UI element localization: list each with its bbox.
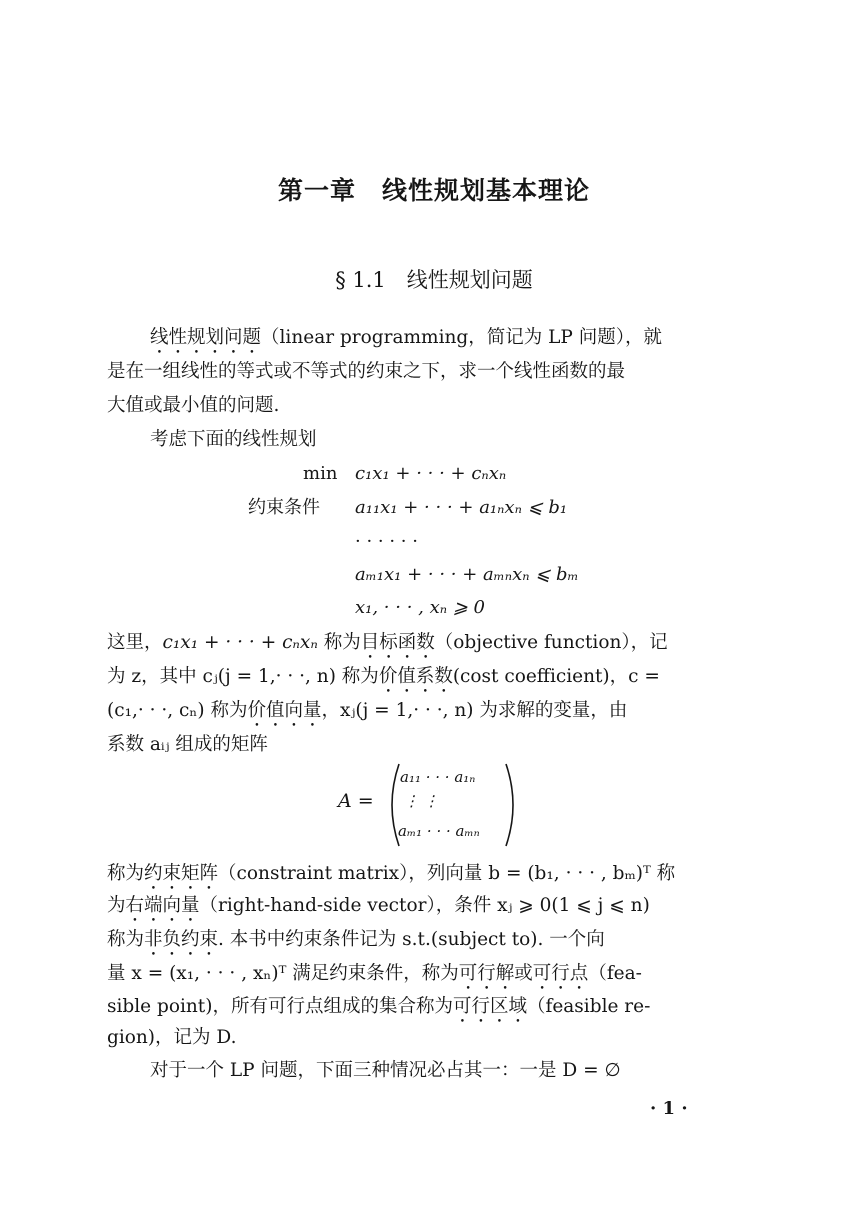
para3-l3-b: . 本书中约束条件记为 s.t.(subject to). 一个向 [218,929,605,950]
para3-line2 [107,894,650,926]
para3-line3 [107,928,605,960]
para3-l2-b: （right-hand-side vector），条件 xⱼ ⩾ 0(1 ⩽ j ⩽ n) [199,895,650,916]
lp-objective-expr: c₁x₁ + · · · + cₙxₙ [355,463,507,484]
para1-line3: 大值或最小值的问题. [107,395,280,416]
para2-l1-expr: c₁x₁ + · · · + cₙxₙ [162,632,318,653]
lp-ellipsis: · · · · · · [355,531,418,552]
para2-l1-a: 这里， [107,632,163,653]
para3-l1-b: （constraint matrix），列向量 b = (b₁, · · · , bₘ)ᵀ 称 [218,863,676,884]
para2-line2 [107,665,660,697]
term-cost-vector: 价值向量 [247,700,322,721]
lp-nonnegativity: x₁, · · · , xₙ ⩾ 0 [355,597,486,618]
para2-l3-b: ，xⱼ(j = 1,· · ·, n) 为求解的变量，由 [321,700,628,721]
para3-line6: gion)，记为 D. [107,1027,237,1048]
term-nonnegativity: 非负约束 [144,929,219,950]
chapter-title: 第一章 线性规划基本理论 [277,176,590,205]
para2-l3-a: (c₁,· · ·, cₙ) 称为 [107,700,248,721]
para2-line4: 系数 aᵢⱼ 组成的矩阵 [107,734,268,755]
para2-l1-c: （objective function），记 [434,632,668,653]
para1-line2: 是在一组线性的等式或不等式的约束之下，求一个线性函数的最 [107,361,626,382]
para2-l2-b: (cost coefficient)，c = [452,666,660,687]
section-title: § 1.1 线性规划问题 [335,268,533,292]
para2-line3 [107,699,627,731]
para3-l1-a: 称为 [107,863,145,884]
para4-line1: 对于一个 LP 问题，下面三种情况必占其一：一是 D = ∅ [150,1060,621,1081]
para3-l2-a: 为 [107,895,126,916]
para3-line1 [107,862,675,894]
para3-line5 [107,995,650,1027]
lp-objective-label: min [303,463,338,484]
lp-constraint-m: aₘ₁x₁ + · · · + aₘₙxₙ ⩽ bₘ [355,564,579,585]
term-objective-function: 目标函数 [360,632,435,653]
matrix-row-m: aₘ₁ · · · aₘₙ [398,822,480,840]
term-rhs-vector: 右端向量 [125,895,200,916]
para2-l1-b: 称为 [317,632,361,653]
term-constraint-matrix: 约束矩阵 [144,863,219,884]
constraint-matrix [330,760,520,850]
para3-l4-a: 量 x = (x₁, · · · , xₙ)ᵀ 满足约束条件，称为 [107,963,459,984]
para3-line4 [107,962,642,994]
term-cost-coefficient: 价值系数 [378,666,453,687]
consider-line: 考虑下面的线性规划 [150,429,317,450]
para3-l5-b: （feasible re- [526,996,651,1017]
para1-line1 [150,326,662,358]
term-feasible-point: 可行点 [532,963,589,984]
para2-line1 [107,631,668,663]
para3-l5-a: sible point)，所有可行点组成的集合称为 [107,996,453,1017]
para3-l4-b: （fea- [588,963,642,984]
para3-l3-a: 称为 [107,929,145,950]
matrix-row-1: a₁₁ · · · a₁ₙ [400,768,476,786]
page-number: · 1 · [650,1098,688,1119]
matrix-lhs: A = [338,790,374,812]
para3-l4-mid: 或 [514,963,533,984]
para1-line1-rest: （linear programming，简记为 LP 问题），就 [261,327,663,348]
lp-constraint-label: 约束条件 [248,497,320,518]
lp-constraint-1: a₁₁x₁ + · · · + a₁ₙxₙ ⩽ b₁ [355,497,568,518]
term-feasible-region: 可行区域 [452,996,527,1017]
para2-l2-a: 为 z，其中 cⱼ(j = 1,· · ·, n) 称为 [107,666,379,687]
term-linear-programming: 线性规划问题 [150,327,262,348]
term-feasible-solution: 可行解 [458,963,515,984]
matrix-row-dots: ⋮ ⋮ [404,792,439,810]
